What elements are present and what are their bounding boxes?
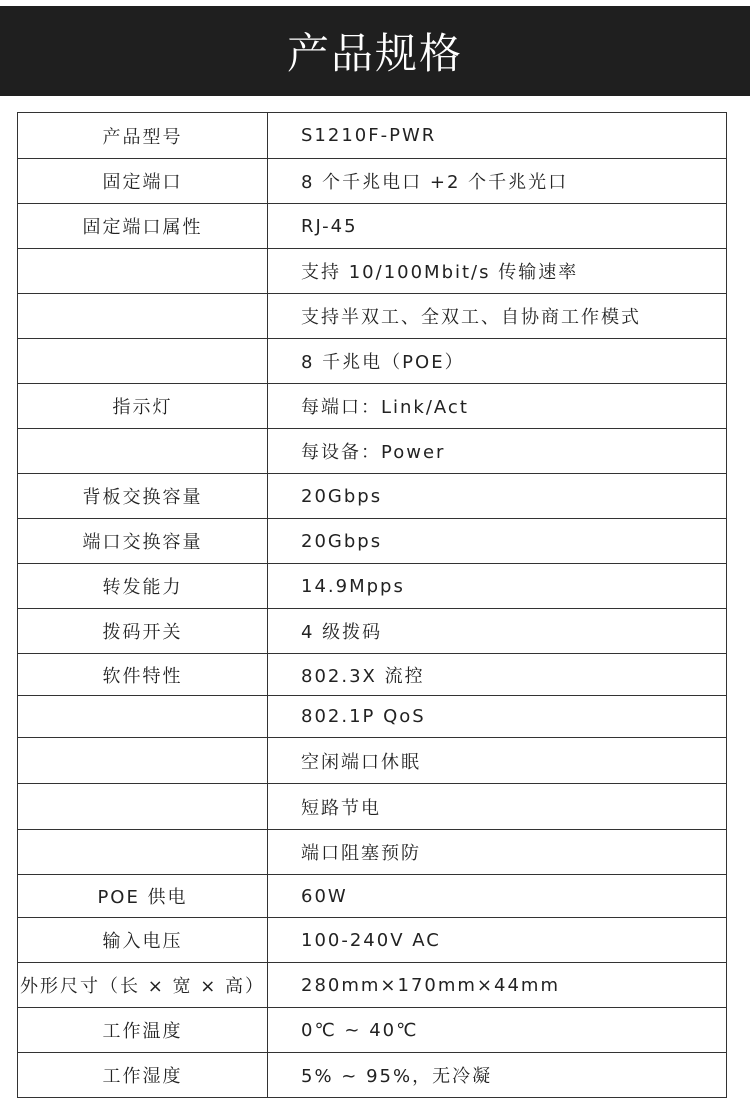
- spec-label: [18, 429, 268, 474]
- spec-label: 端口交换容量: [18, 519, 268, 564]
- spec-label: 指示灯: [18, 384, 268, 429]
- spec-value: 端口阻塞预防: [268, 830, 727, 875]
- spec-value: 空闲端口休眠: [268, 738, 727, 784]
- spec-value: 802.3X 流控: [268, 654, 727, 696]
- spec-label: 固定端口属性: [18, 204, 268, 249]
- spec-label: 固定端口: [18, 159, 268, 204]
- spec-value: 802.1P QoS: [268, 696, 727, 738]
- table-row: [18, 696, 727, 738]
- table-row: [18, 963, 727, 1008]
- spec-label: [18, 738, 268, 784]
- spec-value: 每设备：Power: [268, 429, 727, 474]
- page-title: 产品规格: [286, 29, 463, 78]
- spec-value: 14.9Mpps: [268, 564, 727, 609]
- table-row: [18, 294, 727, 339]
- table-row: [18, 249, 727, 294]
- table-row: [18, 474, 727, 519]
- spec-value: 5% ~ 95%，无冷凝: [268, 1053, 727, 1098]
- spec-value: 0℃ ~ 40℃: [268, 1008, 727, 1053]
- table-row: [18, 918, 727, 963]
- spec-value: 100-240V AC: [268, 918, 727, 963]
- spec-label: 工作温度: [18, 1008, 268, 1053]
- spec-label: 软件特性: [18, 654, 268, 696]
- table-row: [18, 1053, 727, 1098]
- spec-table: [17, 112, 727, 1098]
- title-bar: [0, 6, 750, 96]
- table-row: [18, 654, 727, 696]
- spec-value: RJ-45: [268, 204, 727, 249]
- spec-value: 8 千兆电（POE）: [268, 339, 727, 384]
- spec-value: 4 级拨码: [268, 609, 727, 654]
- spec-value: 60W: [268, 875, 727, 918]
- spec-value: 短路节电: [268, 784, 727, 830]
- table-row: [18, 738, 727, 784]
- table-row: [18, 113, 727, 159]
- spec-value: 支持 10/100Mbit/s 传输速率: [268, 249, 727, 294]
- table-row: [18, 830, 727, 875]
- spec-label: 产品型号: [18, 113, 268, 159]
- spec-value: 20Gbps: [268, 519, 727, 564]
- table-row: [18, 564, 727, 609]
- table-row: [18, 429, 727, 474]
- spec-label: [18, 249, 268, 294]
- spec-value: S1210F-PWR: [268, 113, 727, 159]
- spec-value: 每端口：Link/Act: [268, 384, 727, 429]
- spec-label: 工作湿度: [18, 1053, 268, 1098]
- spec-label: 转发能力: [18, 564, 268, 609]
- spec-label: 拨码开关: [18, 609, 268, 654]
- spec-label: 外形尺寸（长 × 宽 × 高）: [18, 963, 268, 1008]
- spec-label: [18, 696, 268, 738]
- spec-value: 20Gbps: [268, 474, 727, 519]
- spec-value: 8 个千兆电口 +2 个千兆光口: [268, 159, 727, 204]
- spec-value: 支持半双工、全双工、自协商工作模式: [268, 294, 727, 339]
- table-row: [18, 204, 727, 249]
- spec-label: [18, 784, 268, 830]
- spec-value: 280mm×170mm×44mm: [268, 963, 727, 1008]
- spec-label: POE 供电: [18, 875, 268, 918]
- table-row: [18, 339, 727, 384]
- table-row: [18, 1008, 727, 1053]
- table-row: [18, 875, 727, 918]
- table-row: [18, 609, 727, 654]
- table-row: [18, 519, 727, 564]
- spec-label: [18, 339, 268, 384]
- table-row: [18, 159, 727, 204]
- table-row: [18, 784, 727, 830]
- spec-label: [18, 294, 268, 339]
- table-row: [18, 384, 727, 429]
- spec-label: 背板交换容量: [18, 474, 268, 519]
- spec-label: [18, 830, 268, 875]
- spec-label: 输入电压: [18, 918, 268, 963]
